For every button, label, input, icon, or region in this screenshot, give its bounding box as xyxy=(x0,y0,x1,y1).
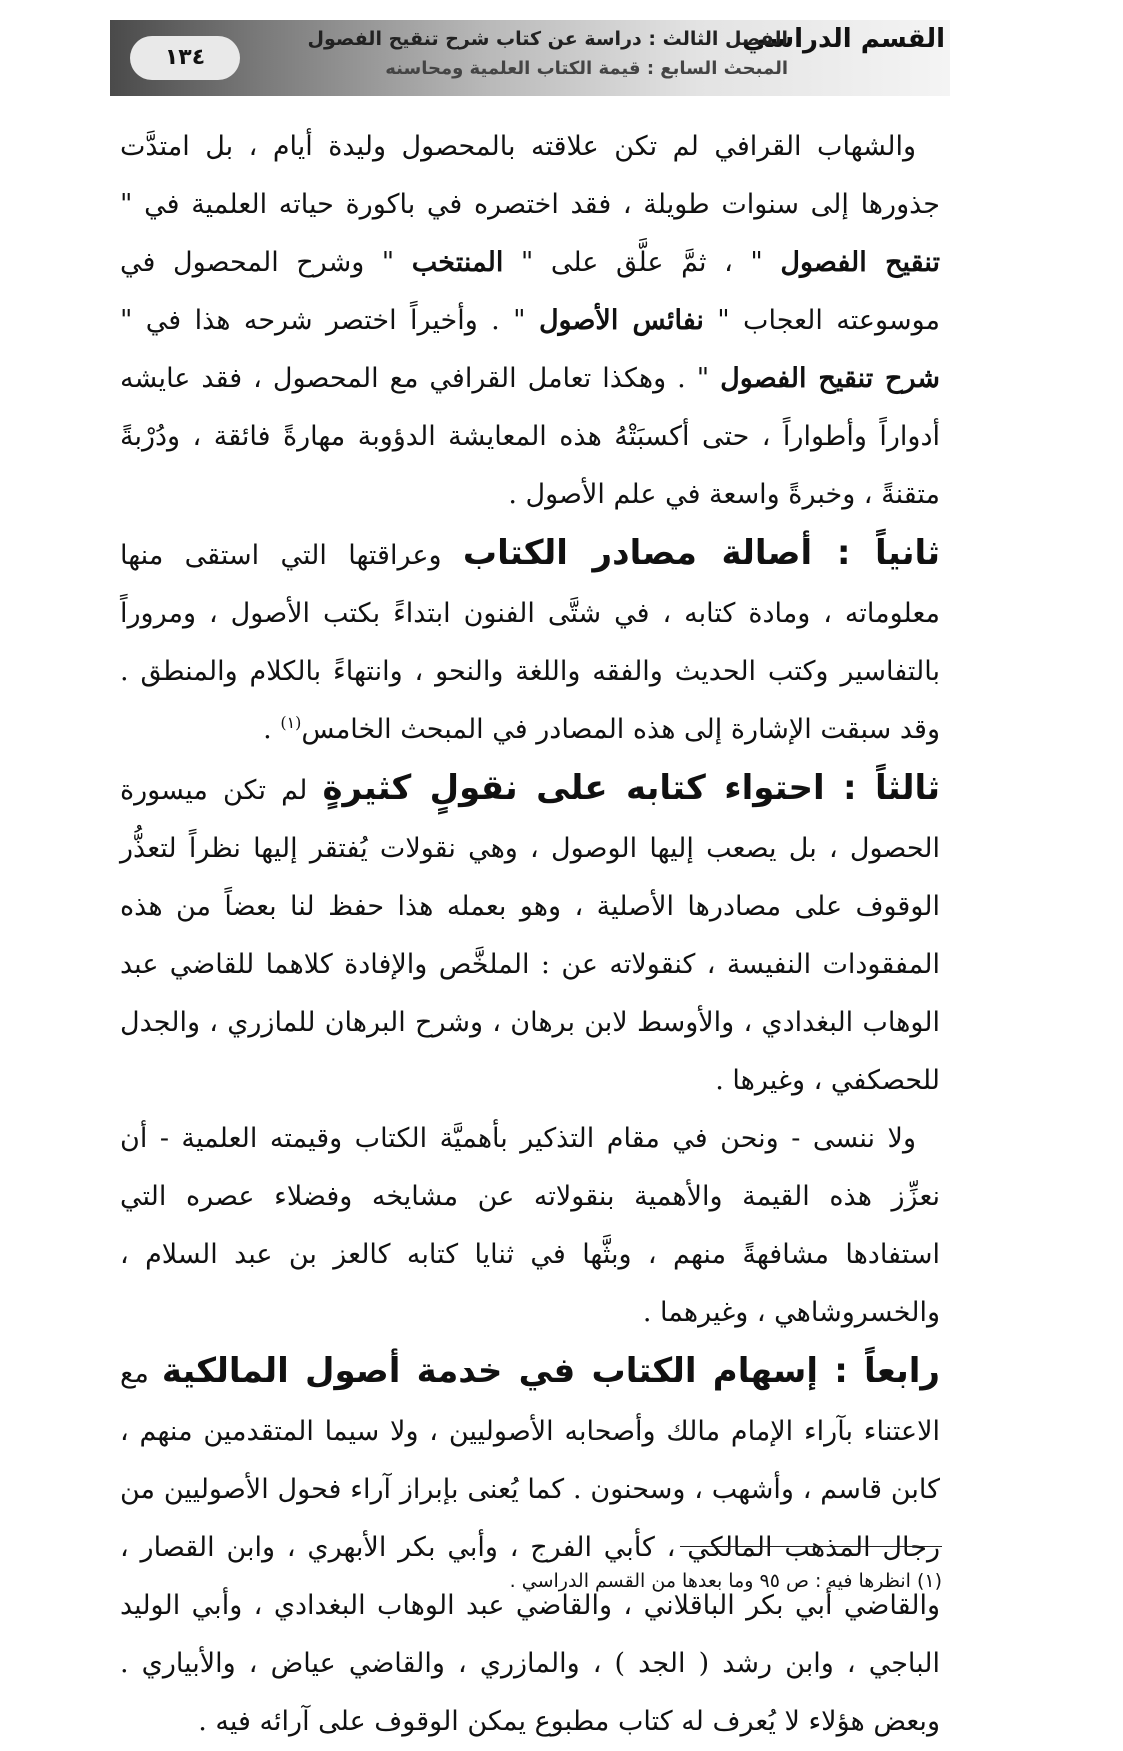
text-run: والشهاب القرافي لم تكن علاقته بالمحصول وليدة أيام ، بل امتدَّت جذورها إلى سنوات طويلة ، فقد اختصره في باكورة حياته العلمية في " xyxy=(120,131,940,220)
paragraph-qarafi-mahsul xyxy=(120,118,940,524)
text-run: " . وهكذا تعامل القرافي مع المحصول ، فقد عايشه أدواراً وأطواراً ، حتى أكسبَتْهُ هذه المعايشة الدؤوبة مهارةً فائقة ، ودُرْبةً متقنةً ، وخبرةً واسعة في علم الأصول . xyxy=(120,363,940,510)
header-topic-title: المبحث السابع : قيمة الكتاب العلمية ومحاسنه xyxy=(385,58,788,79)
header-chapter-title: الفصل الثالث : دراسة عن كتاب شرح تنقيح الفصول xyxy=(307,28,788,50)
book-title-nafais: نفائس الأصول xyxy=(538,305,704,336)
text-run: . xyxy=(263,714,281,745)
page-number: ١٣٤ xyxy=(130,36,240,80)
text-run: وعراقتها التي استقى منها معلوماته ، ومادة كتابه ، في شتَّى الفنون ابتداءً بكتب الأصول ، ومروراً بالتفاسير وكتب الحديث والفقه واللغة والنحو ، وانتهاءً بالكلام والمنطق . وقد سبقت الإشارة إلى هذه المصادر في المبحث الخامس xyxy=(120,540,941,745)
footnote-divider xyxy=(680,1546,942,1547)
footnote-marker: (١) xyxy=(280,713,302,732)
main-text xyxy=(120,118,940,1751)
text-run: ولا ننسى - ونحن في مقام التذكير بأهميَّة الكتاب وقيمته العلمية - أن نعزِّز هذه القيمة والأهمية بنقولاته عن مشايخه وفضلاء عصره التي استفادها مشافهةً منهم ، وبثَّها في ثنايا كتابه كالعز بن عبد السلام ، والخسروشاهي ، وغيرهما . xyxy=(120,1123,940,1328)
paragraph-second-point xyxy=(120,524,940,759)
text-run: لم تكن ميسورة الحصول ، بل يصعب إليها الوصول ، وهي نقولات يُفتقر إليها نظراً لتعذُّر الوقوف على مصادرها الأصلية ، وهو بعمله هذا حفظ لنا بعضاً من هذه المفقودات النفيسة ، كنقولاته عن : الملخَّص والإفادة كلاهما للقاضي عبد الوهاب البغدادي ، والأوسط لابن برهان ، وشرح البرهان للمازري ، والجدل للحصكفي ، وغيرها . xyxy=(120,775,940,1096)
text-run: " وشرح المحصول في موسوعته العجاب " xyxy=(120,247,940,336)
book-title-tanqih: تنقيح الفصول xyxy=(780,247,940,278)
book-title-muntakhab: المنتخب xyxy=(411,247,504,278)
text-run: " . وأخيراً اختصر شرحه هذا في " xyxy=(120,305,539,336)
text-run: " ، ثمَّ علَّق على " xyxy=(503,247,781,278)
section-heading-third: ثالثاً : احتواء كتابه على نقولٍ كثيرةٍ xyxy=(322,768,940,808)
paragraph-third-point xyxy=(120,759,940,1110)
section-heading-second: ثانياً : أصالة مصادر الكتاب xyxy=(462,533,940,573)
header-section-title: القسم الدراسي xyxy=(742,24,945,54)
paragraph-reminder xyxy=(120,1110,940,1342)
book-title-sharh-tanqih: شرح تنقيح الفصول xyxy=(720,363,940,394)
footnote: (١) انظرها فيه : ص ٩٥ وما بعدها من القسم الدراسي . xyxy=(509,1570,942,1592)
section-heading-fourth: رابعاً : إسهام الكتاب في خدمة أصول المالكية xyxy=(161,1351,940,1391)
text-run: مع الاعتناء بآراء الإمام مالك وأصحابه الأصوليين ، ولا سيما المتقدمين منهم ، كابن قاسم ، وأشهب ، وسحنون . كما يُعنى بإبراز آراء فحول الأصوليين من رجال المذهب المالكي ، كأبي الفرج ، وأبي بكر الأبهري ، وابن القصار ، والقاضي أبي بكر الباقلاني ، والقاضي عبد الوهاب البغدادي ، وأبي الوليد الباجي ، وابن رشد ( الجد ) ، والمازري ، والقاضي عياض ، والأبياري . وبعض هؤلاء لا يُعرف له كتاب مطبوع يمكن الوقوف على آرائه فيه . xyxy=(120,1358,940,1737)
